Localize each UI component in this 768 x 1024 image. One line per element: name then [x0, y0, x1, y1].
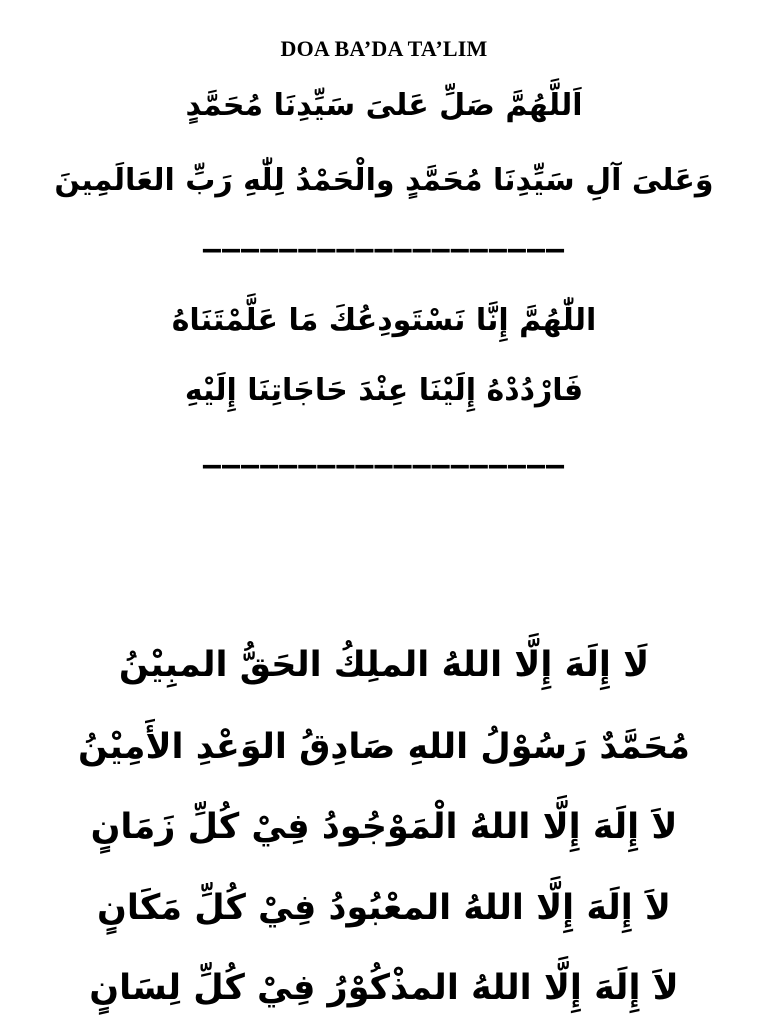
salawat-line-1: اَللَّهُمَّ صَلِّ عَلىَ سَيِّدِنَا مُحَمَّدٍ [185, 88, 583, 123]
doa-line-1: اللّٰهُمَّ إِنَّا نَسْتَودِعُكَ مَا عَلَّمْتَنَاهُ [171, 303, 597, 338]
page-title: DOA BA’DA TA’LIM [280, 36, 488, 61]
tahlil-line-1: لَا إِلَهَ إِلَّا اللهُ الملِكُ الحَقُّ المبِيْنُ [118, 645, 650, 685]
salawat-line-2: وَعَلىَ آلِ سَيِّدِنَا مُحَمَّدٍ والْحَمْدُ لِلّٰهِ رَبِّ العَالَمِينَ [54, 163, 714, 198]
tahlil-line-4: لاَ إِلَهَ إِلَّا اللهُ المعْبُودُ فِيْ كُلِّ مَكَانٍ [97, 888, 671, 928]
separator-2: ——————————————————— [202, 448, 566, 483]
tahlil-line-5: لاَ إِلَهَ إِلَّا اللهُ المذْكُوْرُ فِيْ كُلِّ لِسَانٍ [89, 968, 679, 1008]
tahlil-line-3: لاَ إِلَهَ إِلَّا اللهُ الْمَوْجُودُ فِيْ كُلِّ زَمَانٍ [90, 807, 678, 847]
doa-line-2: فَارْدُدْهُ إِلَيْنَا عِنْدَ حَاجَاتِنَا إِلَيْهِ [184, 373, 584, 408]
separator-1: ——————————————————— [202, 232, 566, 267]
tahlil-line-2: مُحَمَّدٌ رَسُوْلُ اللهِ صَادِقُ الوَعْدِ الأَمِيْنُ [78, 727, 690, 767]
